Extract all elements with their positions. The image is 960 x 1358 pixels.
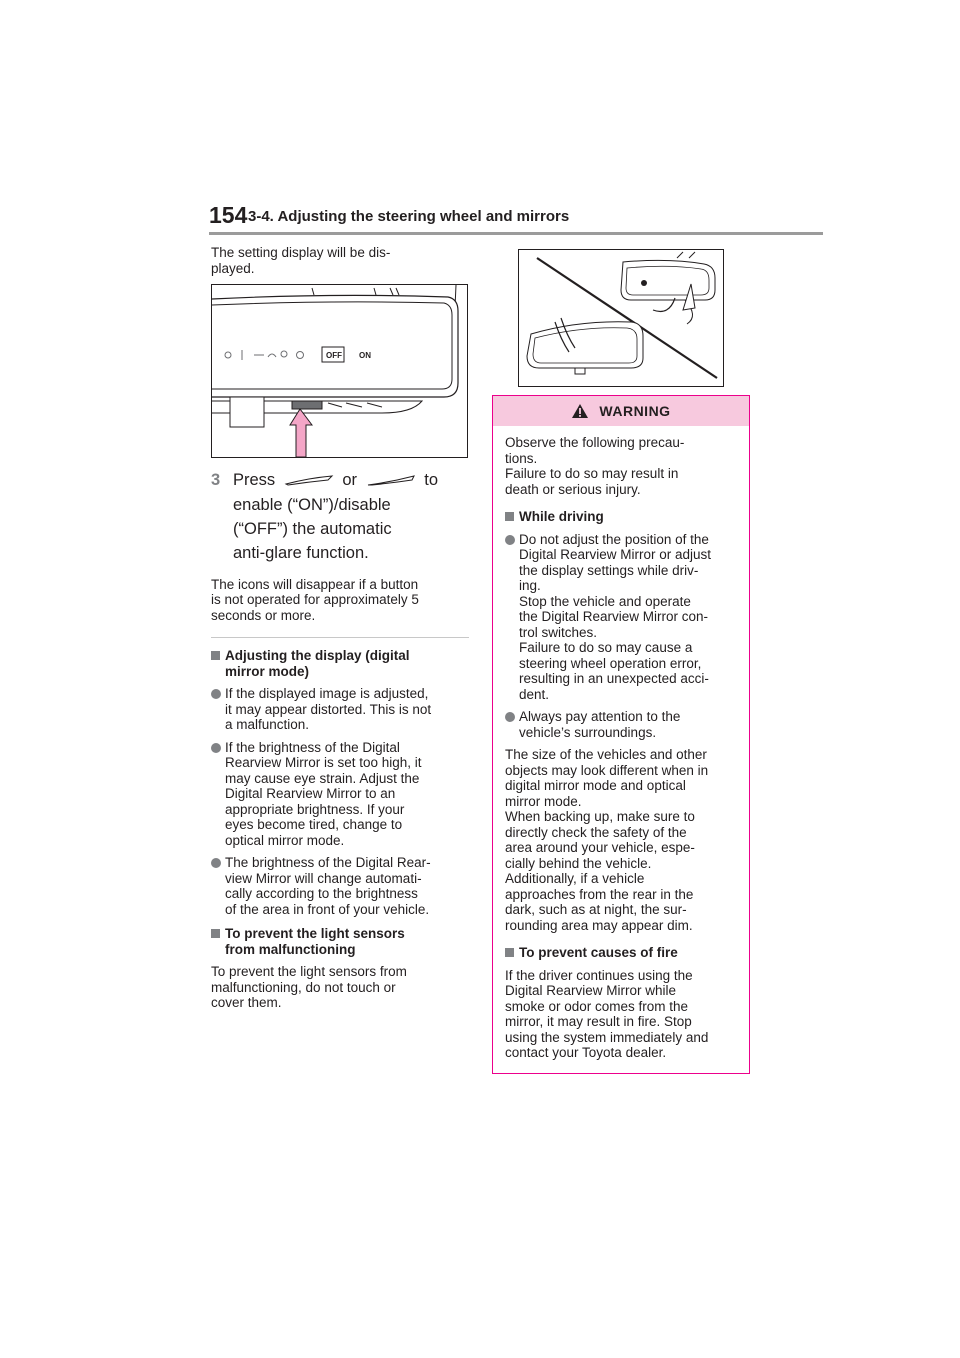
square-bullet-icon — [505, 512, 514, 521]
round-bullet-icon — [505, 712, 515, 722]
list-item: Do not adjust the position of the Digital Rearview Mirror or adjust the display settings while driv- ing. Stop the vehicle and operate the Digital Rearview Mirror con- trol switches. Failure to do so may cause a steering wheel operation error, resulting in an unexpected acci- dent. — [505, 532, 737, 703]
pointer-arrow-icon — [290, 409, 312, 457]
step-3 — [211, 468, 469, 565]
list-item: Always pay attention to the vehicle’s surroundings. — [505, 709, 737, 740]
off-label: OFF — [326, 351, 342, 360]
warning-header — [493, 396, 749, 426]
warning-title: WARNING — [599, 403, 671, 419]
left-column — [211, 245, 469, 1011]
warning-body — [493, 426, 749, 1073]
mirror-switch-illustration — [519, 250, 723, 386]
section-title: 3-4. Adjusting the steering wheel and mirrors — [248, 208, 570, 225]
section-divider — [211, 637, 469, 638]
square-bullet-icon — [211, 929, 220, 938]
page-number: 154 — [209, 202, 248, 228]
list-item: The brightness of the Digital Rear- view Mirror will change automati- cally according to the brightness of the area in front of your vehicle. — [211, 855, 469, 917]
warning-fire-text: If the driver continues using the Digital Rearview Mirror while smoke or odor comes from the mirror, it may result in fire. Stop using the system immediately and contact your Toyota dealer. — [505, 967, 709, 1060]
round-bullet-icon — [211, 858, 221, 868]
square-bullet-icon — [505, 948, 514, 957]
step-press-word: Press — [233, 471, 276, 489]
section-heading-display: Adjusting the display (digital mirror mode) — [211, 648, 469, 679]
step-number: 3 — [211, 471, 221, 489]
light-sensor-text: To prevent the light sensors from malfunctioning, do not touch or cover them. — [211, 964, 407, 1011]
round-bullet-icon — [211, 689, 221, 699]
round-bullet-icon — [505, 535, 515, 545]
right-column — [492, 245, 754, 1074]
button-right-icon — [366, 469, 416, 493]
warning-triangle-icon — [571, 403, 589, 419]
section-heading-light-sensors: To prevent the light sensors from malfunctioning — [211, 926, 469, 957]
warning-surroundings-text: The size of the vehicles and other objects may look different when in digital mirror mode and optical mirror mode. When backing up, make sure to directly check the safety of the area around your vehicle, espe- cially behind the vehicle. Additionally, if a vehicle approaches from the rear in the dark, such as at night, the sur- rounding area may appear dim. — [505, 747, 709, 933]
mirror-display-figure — [211, 284, 468, 458]
intro-text: The setting display will be dis- played. — [211, 245, 391, 276]
step-note: The icons will disappear if a button is not operated for approximately 5 seconds or more. — [211, 576, 419, 623]
mirror-switch-figure — [518, 249, 724, 387]
on-label: ON — [359, 351, 371, 360]
square-bullet-icon — [211, 651, 220, 660]
step-to-word: to — [424, 471, 438, 489]
warning-intro: Observe the following precau- tions. Failure to do so may result in death or serious injury. — [505, 435, 685, 497]
list-item: If the brightness of the Digital Rearview Mirror is set too high, it may cause eye strain. Adjust the Digital Rearview Mirror to an appropriate brightness. If your eyes become tired, change to optical mirror mode. — [211, 740, 469, 849]
mirror-display-illustration — [212, 285, 467, 457]
warning-subheading-fire: To prevent causes of fire — [505, 945, 737, 961]
step-text: enable (“ON”)/disable (“OFF”) the automatic anti-glare function. — [233, 495, 392, 562]
header-rule — [209, 232, 823, 235]
step-or-word: or — [342, 471, 358, 489]
warning-subheading-driving: While driving — [505, 509, 737, 525]
list-item: If the displayed image is adjusted, it may appear distorted. This is not a malfunction. — [211, 686, 469, 733]
warning-box — [492, 395, 750, 1074]
button-left-icon — [284, 469, 334, 493]
round-bullet-icon — [211, 743, 221, 753]
